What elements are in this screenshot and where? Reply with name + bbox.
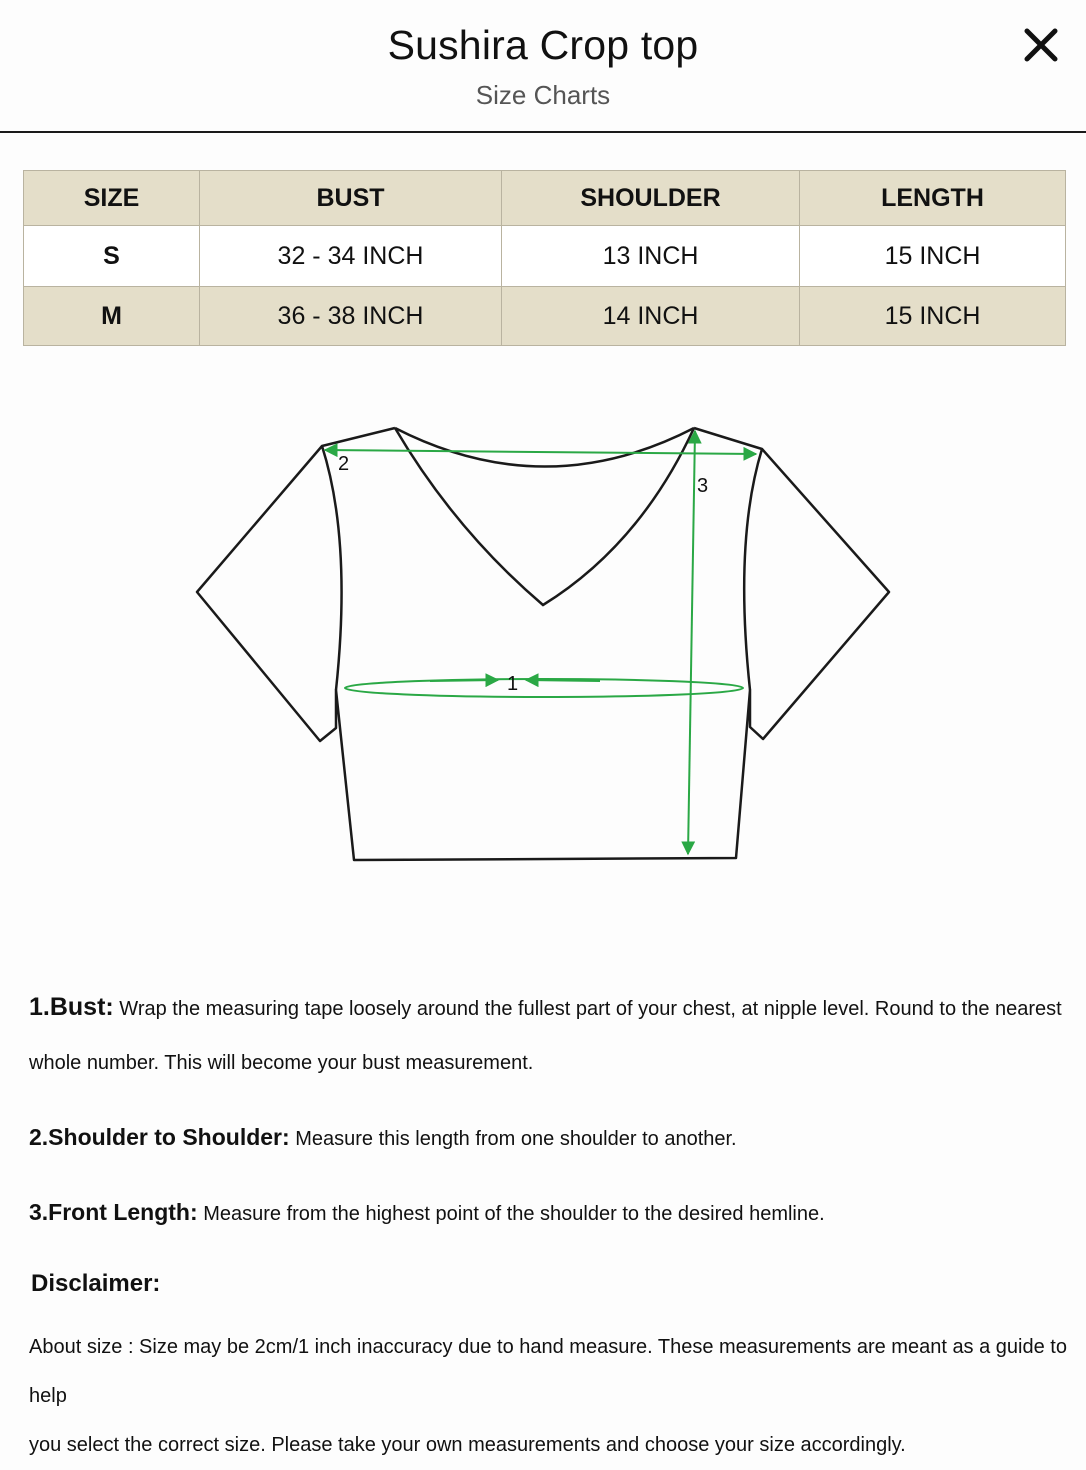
disclaimer-heading: Disclaimer:: [31, 1270, 161, 1297]
length-cell: 15 INCH: [800, 226, 1066, 287]
shoulder-measure-line: [325, 450, 756, 454]
bust-measure-ellipse: [345, 679, 743, 697]
right-seam: [744, 449, 762, 690]
column-header-bust: BUST: [200, 171, 502, 226]
v-neckline: [395, 428, 694, 605]
bust-note-text-line2: whole number. This will become your bust measurement.: [29, 1052, 534, 1074]
length-note: [29, 1185, 1069, 1241]
bust-measure-label: 1: [507, 673, 519, 695]
disclaimer-line-2: you select the correct size. Please take your own measurements and choose your size accordingly.: [29, 1434, 906, 1456]
shoulder-cell: 14 INCH: [502, 287, 800, 346]
garment-outline: [197, 428, 889, 860]
column-header-length: LENGTH: [800, 171, 1066, 226]
page-subtitle: Size Charts: [475, 80, 611, 110]
column-header-shoulder: SHOULDER: [502, 171, 800, 226]
bust-cell: 32 - 34 INCH: [200, 226, 502, 287]
column-header-size: SIZE: [24, 171, 200, 226]
length-measure-label: 3: [697, 475, 709, 497]
page-title: Sushira Crop top: [387, 22, 699, 68]
bust-cell: 36 - 38 INCH: [200, 287, 502, 346]
length-measure-line: [688, 431, 695, 854]
disclaimer-line-1: About size : Size may be 2cm/1 inch inaccuracy due to hand measure. These measurements are meant as a guide to help: [29, 1336, 1067, 1407]
shoulder-note-text: Measure this length from one shoulder to another.: [295, 1128, 737, 1150]
length-note-label: 3.Front Length:: [29, 1199, 198, 1225]
back-neckline: [395, 428, 694, 467]
length-note-text: Measure from the highest point of the shoulder to the desired hemline.: [203, 1203, 825, 1225]
shoulder-measure-label: 2: [338, 453, 350, 475]
size-cell: M: [24, 287, 200, 346]
shoulder-cell: 13 INCH: [502, 226, 800, 287]
size-cell: S: [24, 226, 200, 287]
bust-arrow-right: [526, 680, 600, 681]
shoulder-note-label: 2.Shoulder to Shoulder:: [29, 1124, 290, 1150]
bust-note-label: 1.Bust:: [29, 993, 114, 1021]
left-seam: [322, 446, 342, 690]
shoulder-note: [29, 1110, 1069, 1166]
bust-note-text: Wrap the measuring tape loosely around the fullest part of your chest, at nipple level. Round to the nearest: [119, 998, 1062, 1020]
bust-note: [29, 980, 1069, 1090]
bust-arrow-left: [430, 680, 498, 681]
length-cell: 15 INCH: [800, 287, 1066, 346]
